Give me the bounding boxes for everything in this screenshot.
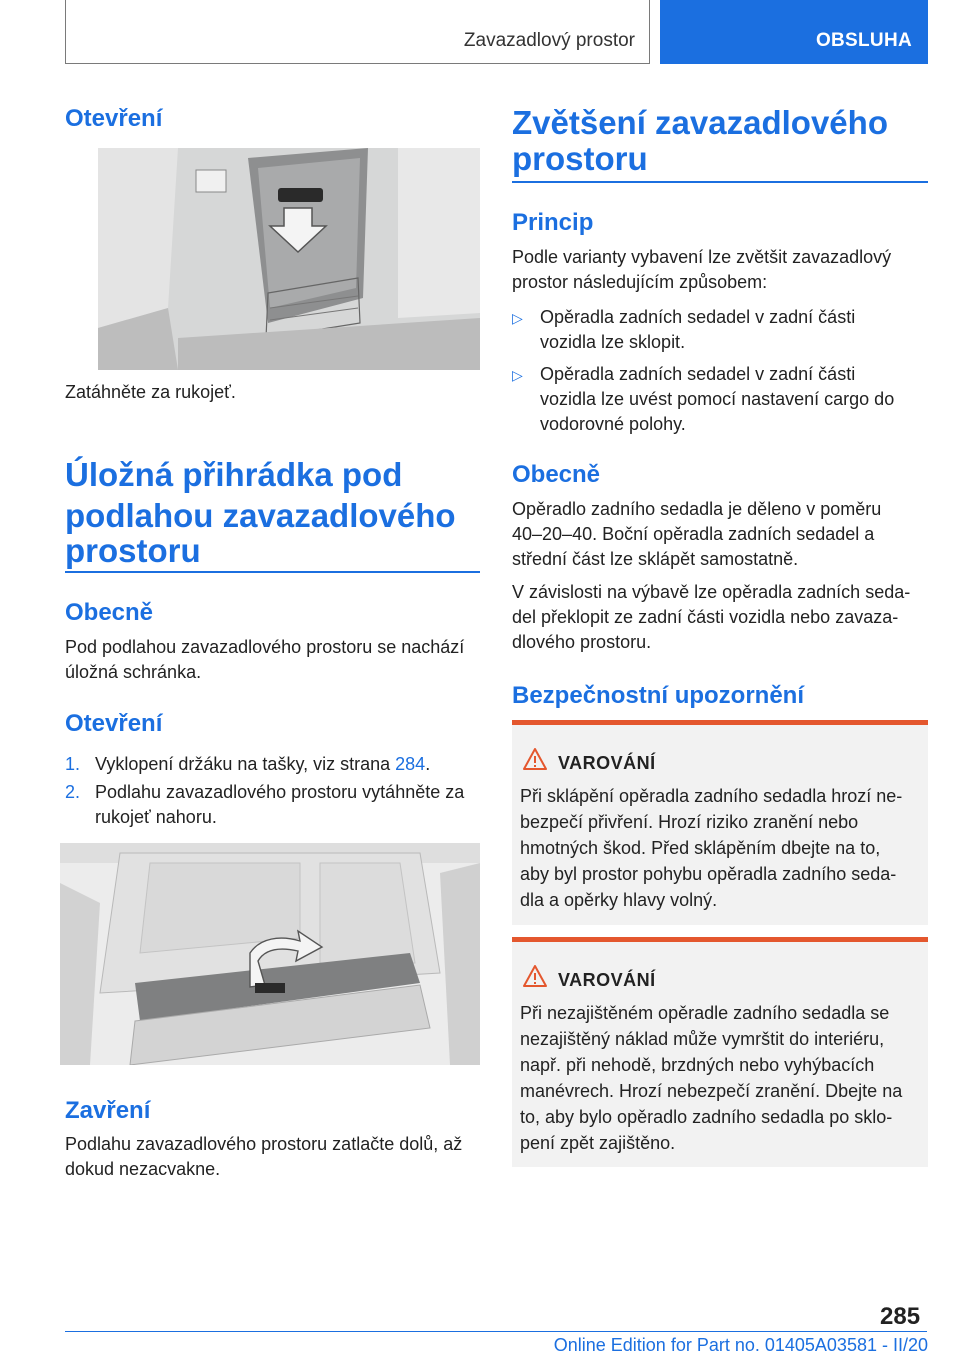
general-line-4: V závislosti na výbavě lze opěradla zadních seda- <box>512 582 911 602</box>
general-text-left-2: úložná schránka. <box>65 662 202 682</box>
storage-title-rule <box>65 571 480 573</box>
expand-title-line-1: Zvětšení zavazadlového <box>512 104 888 141</box>
warning-2-line: pení zpět zajištěno. <box>520 1133 676 1153</box>
principle-text-1: Podle varianty vybavení lze zvětšit zavazadlový <box>512 247 892 267</box>
general-heading-right: Obecně <box>512 461 601 488</box>
warning-box-1 <box>512 720 928 925</box>
storage-title-line-3: prostoru <box>65 532 201 569</box>
principle-text-2: prostor následujícím způsobem: <box>512 272 768 292</box>
step-2 <box>65 780 464 805</box>
bullet-1-line-1: Opěradla zadních sedadel v zadní části <box>540 307 856 327</box>
general-heading-left: Obecně <box>65 599 154 626</box>
general-line-6: dlového prostoru. <box>512 632 652 652</box>
step-1 <box>65 752 430 777</box>
warning-1-line: hmotných škod. Před sklápěním dbejte na to, <box>520 838 881 858</box>
footer-rule <box>65 1331 927 1332</box>
warning-1-line: Při sklápění opěradla zadního sedadla hrozí ne- <box>520 786 903 806</box>
warning-triangle-icon <box>522 964 548 988</box>
trunk-handle-illustration <box>98 148 480 370</box>
step-2-number: 2. <box>65 782 81 802</box>
warning-2-line: nezajištěný náklad může vymrštit do interiéru, <box>520 1029 885 1049</box>
open-caption: Zatáhněte za rukojeť. <box>65 382 236 402</box>
trunk-floor-drawing <box>60 843 480 1065</box>
warning-triangle-icon <box>522 747 548 771</box>
bullet-2-line-1: Opěradla zadních sedadel v zadní části <box>540 364 856 384</box>
general-line-1: Opěradlo zadního sedadla je děleno v poměru <box>512 499 882 519</box>
warning-1-text <box>520 783 918 913</box>
bullet-1-line-2: vozidla lze sklopit. <box>540 332 686 352</box>
trunk-handle-drawing <box>98 148 480 370</box>
open-heading: Otevření <box>65 105 163 132</box>
warning-1-line: bezpečí přivření. Hrozí riziko zranění nebo <box>520 812 859 832</box>
expand-title-line-2: prostoru <box>512 140 648 177</box>
bullet-triangle-icon: ▷ <box>512 310 523 326</box>
storage-title-line-1: Úložná přihrádka pod <box>65 456 403 493</box>
step-1-period: . <box>425 754 431 774</box>
warning-2-line: manévrech. Hrozí nebezpečí zranění. Dbejte na <box>520 1081 903 1101</box>
warning-1-line: aby byl prostor pohybu opěradla zadního seda- <box>520 864 897 884</box>
header-frame <box>65 0 650 64</box>
trunk-floor-illustration <box>60 843 480 1065</box>
chapter-tab[interactable]: OBSLUHA <box>660 0 928 64</box>
warning-1-title: VAROVÁNÍ <box>558 753 656 773</box>
warning-2-line: např. při nehodě, brzdných nebo vyhýbacích <box>520 1055 875 1075</box>
principle-heading: Princip <box>512 209 594 236</box>
bullet-triangle-icon: ▷ <box>512 367 523 383</box>
storage-title-line-2: podlahou zavazadlového <box>65 497 456 534</box>
close-text-2: dokud nezacvakne. <box>65 1159 221 1179</box>
expand-title-rule <box>512 181 928 183</box>
close-text-1: Podlahu zavazadlového prostoru zatlačte dolů, až <box>65 1134 463 1154</box>
warning-2-title: VAROVÁNÍ <box>558 970 656 990</box>
step-1-number: 1. <box>65 754 81 774</box>
bullet-1 <box>512 305 855 331</box>
general-line-2: 40–20–40. Boční opěradla zadních sedadel a <box>512 524 875 544</box>
warning-2-line: to, aby bylo opěradlo zadního sedadla po sklo- <box>520 1107 893 1127</box>
warning-1-line: dla a opěrky hlavy volný. <box>520 890 718 910</box>
page-link-284[interactable]: 284 <box>395 754 426 774</box>
bullet-2-line-2: vozidla lze uvést pomocí nastavení cargo do <box>540 389 895 409</box>
step-2-text-line-2: rukojeť nahoru. <box>95 807 217 827</box>
page-number: 285 <box>880 1303 921 1330</box>
section-title: Zavazadlový prostor <box>463 30 635 51</box>
bullet-2 <box>512 362 855 388</box>
close-heading: Zavření <box>65 1097 151 1124</box>
bullet-2-line-3: vodorovné polohy. <box>540 414 686 434</box>
safety-heading: Bezpečnostní upozornění <box>512 682 805 709</box>
general-line-5: del překlopit ze zadní části vozidla nebo zavaza- <box>512 607 899 627</box>
step-2-text: Podlahu zavazadlového prostoru vytáhněte za <box>95 782 465 802</box>
step-1-text: Vyklopení držáku na tašky, viz strana <box>95 754 396 774</box>
open2-heading: Otevření <box>65 710 163 737</box>
general-text-left-1: Pod podlahou zavazadlového prostoru se nachází <box>65 637 465 657</box>
warning-box-2 <box>512 937 928 1167</box>
footer-edition: Online Edition for Part no. 01405A03581 - II/20 <box>553 1335 928 1355</box>
warning-2-text <box>520 1000 918 1156</box>
warning-2-line: Při nezajištěném opěradle zadního sedadla se <box>520 1003 890 1023</box>
general-line-3: střední část lze sklápět samostatně. <box>512 549 799 569</box>
